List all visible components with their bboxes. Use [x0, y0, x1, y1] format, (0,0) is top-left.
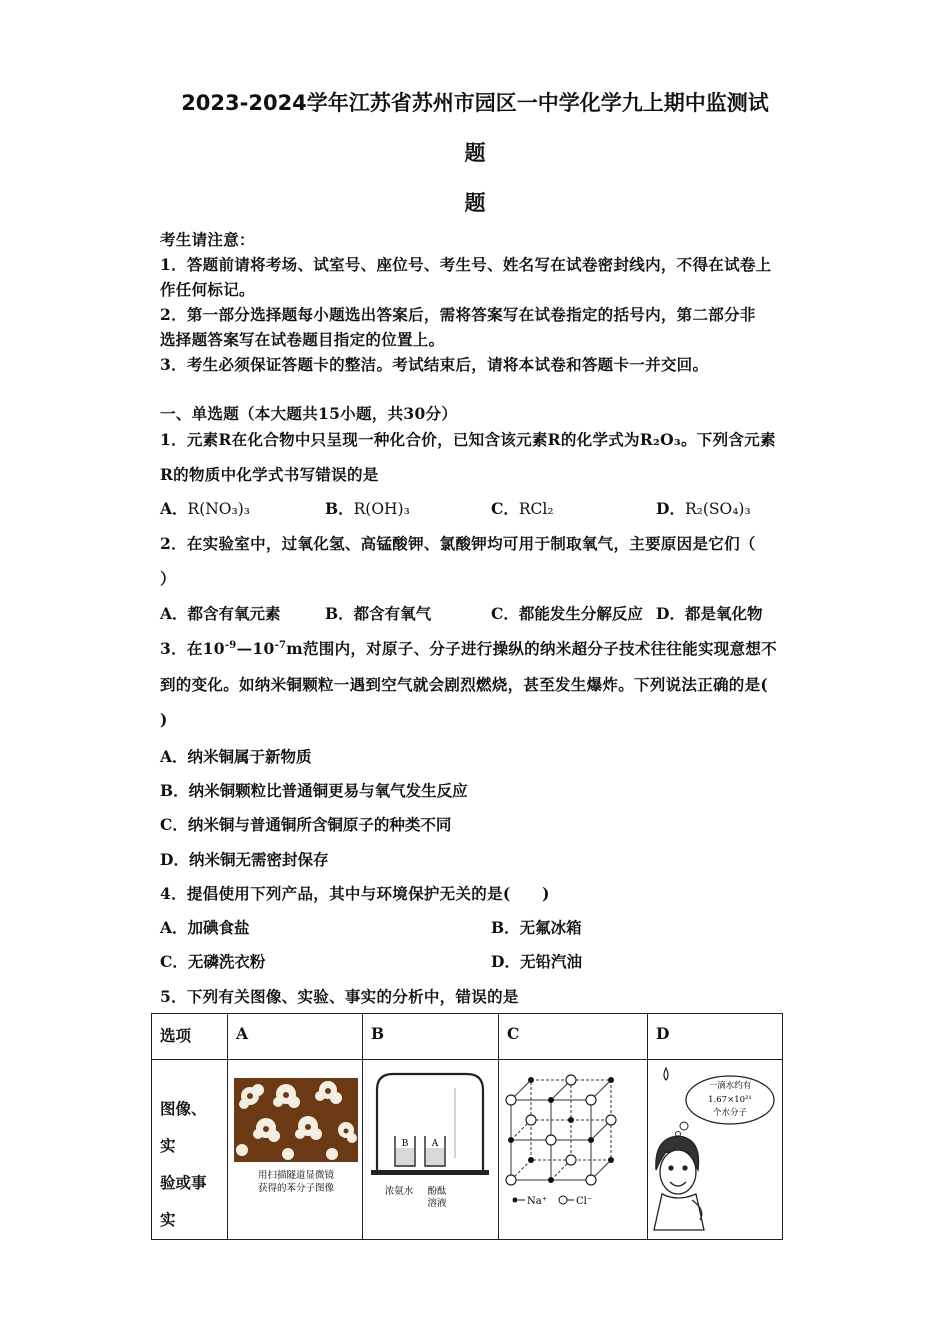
q3-option-b: B．纳米铜颗粒比普通铜更易与氧气发生反应 [160, 781, 468, 800]
q2-option-b: B．都含有氧气 [325, 604, 432, 623]
q3-option-a: A．纳米铜属于新物质 [160, 747, 312, 766]
q1-option-b: B．R(OH)₃ [325, 499, 410, 518]
q5-header-b: B [363, 1014, 499, 1060]
bubble-line2: 1.67×10²¹ [708, 1095, 752, 1105]
q5-body-row [152, 1060, 783, 1240]
cl-ion-legend-icon [559, 1196, 567, 1204]
notice-heading: 考生请注意： [160, 230, 255, 249]
stm-caption-line2: 获得的苯分子图像 [257, 1183, 335, 1194]
exam-title-line3: 题 [464, 191, 486, 215]
q2-option-a: A．都含有氧元素 [160, 604, 281, 623]
bubble-line3: 个水分子 [712, 1108, 748, 1118]
q1-option-a: A．R(NO₃)₃ [160, 499, 250, 518]
q5-row-label: 图像、实 验或事 实 [152, 1060, 228, 1240]
notice-item-2b: 选择题答案写在试卷题目指定的位置上。 [160, 330, 445, 349]
q5-header-a: A [228, 1014, 363, 1060]
exam-title-line1: 2023-2024学年江苏省苏州市园区一中学化学九上期中监测试 [181, 91, 769, 115]
q5-header-c: C [499, 1014, 648, 1060]
ammonia-experiment-diagram [363, 1060, 498, 1235]
notice-item-2a: 2．第一部分选择题每小题选出答案后，需将答案写在试卷指定的括号内，第二部分非 [160, 305, 756, 324]
q4-option-b: B．无氟冰箱 [491, 918, 582, 937]
q2-stem-line2: ） [160, 569, 176, 588]
section-heading: 一、单选题（本大题共15小题，共30分） [160, 404, 458, 423]
beaker-a-label: A [431, 1139, 439, 1149]
q4-option-d: D．无铅汽油 [491, 952, 582, 971]
na-ion-legend-icon [513, 1198, 518, 1203]
q5-cell-c [499, 1060, 648, 1240]
q5-header-option: 选项 [152, 1014, 228, 1060]
q1-stem-line1: 1．元素R在化合物中只呈现一种化合价，已知含该元素R的化学式为R₂O₃。下列含元素 [160, 430, 776, 449]
stm-caption-line1: 用扫描隧道显微镜 [257, 1170, 335, 1181]
phenolphthalein-label-2: 溶液 [427, 1198, 447, 1209]
q1-option-c: C．RCl₂ [491, 499, 554, 518]
q5-table [151, 1013, 783, 1240]
phenolphthalein-label-1: 酚酞 [427, 1186, 447, 1197]
na-legend-label: Na⁺ [527, 1196, 547, 1207]
q5-cell-a [228, 1060, 363, 1240]
bubble-line1: 一滴水约有 [708, 1081, 752, 1091]
q2-option-c: C．都能发生分解反应 [491, 604, 643, 623]
q5-cell-b [363, 1060, 499, 1240]
q1-option-d: D．R₂(SO₄)₃ [656, 499, 751, 518]
q3-stem-line2: 到的变化。如纳米铜颗粒一遇到空气就会剧烈燃烧，甚至发生爆炸。下列说法正确的是( [160, 675, 769, 694]
q3-stem-line3: ) [160, 710, 168, 729]
q5-stem-line1: 5．下列有关图像、实验、事实的分析中，错误的是 [160, 987, 519, 1006]
q4-option-c: C．无磷洗衣粉 [160, 952, 266, 971]
notice-item-1b: 作任何标记。 [160, 280, 255, 299]
girl-figure [654, 1136, 704, 1230]
beaker-b-label: B [401, 1139, 409, 1149]
notice-item-3: 3．考生必须保证答题卡的整洁。考试结束后，请将本试卷和答题卡一并交回。 [160, 355, 709, 374]
q2-stem-line1: 2．在实验室中，过氧化氢、高锰酸钾、氯酸钾均可用于制取氧气，主要原因是它们（ [160, 534, 756, 553]
q3-option-c: C．纳米铜与普通铜所含铜原子的种类不同 [160, 815, 452, 834]
q3-stem-line1: 3．在$10^{-9}—10^{-7}m$范围内，对原子、分子进行操纵的纳米超分子技术往往能实现意想不 [160, 639, 777, 658]
q3-option-d: D．纳米铜无需密封保存 [160, 850, 329, 869]
q5-header-row [152, 1014, 783, 1060]
q5-header-d: D [648, 1014, 783, 1060]
q4-stem-line1: 4．提倡使用下列产品，其中与环境保护无关的是( ) [160, 884, 550, 903]
q1-stem-line2: R的物质中化学式书写错误的是 [160, 465, 379, 484]
stm-benzene-image [228, 1060, 362, 1235]
ammonia-label: 浓氨水 [384, 1186, 414, 1197]
cl-legend-label: Cl⁻ [576, 1196, 593, 1207]
water-drop-icon [664, 1068, 668, 1080]
nacl-lattice-diagram [499, 1060, 647, 1235]
q5-cell-d [648, 1060, 783, 1240]
q2-option-d: D．都是氧化物 [656, 604, 763, 623]
q4-option-a: A．加碘食盐 [160, 918, 250, 937]
exam-title-line2: 题 [464, 141, 486, 165]
girl-water-drop-illustration [648, 1060, 782, 1235]
notice-item-1a: 1．答题前请将考场、试室号、座位号、考生号、姓名写在试卷密封线内，不得在试卷上 [160, 255, 772, 274]
